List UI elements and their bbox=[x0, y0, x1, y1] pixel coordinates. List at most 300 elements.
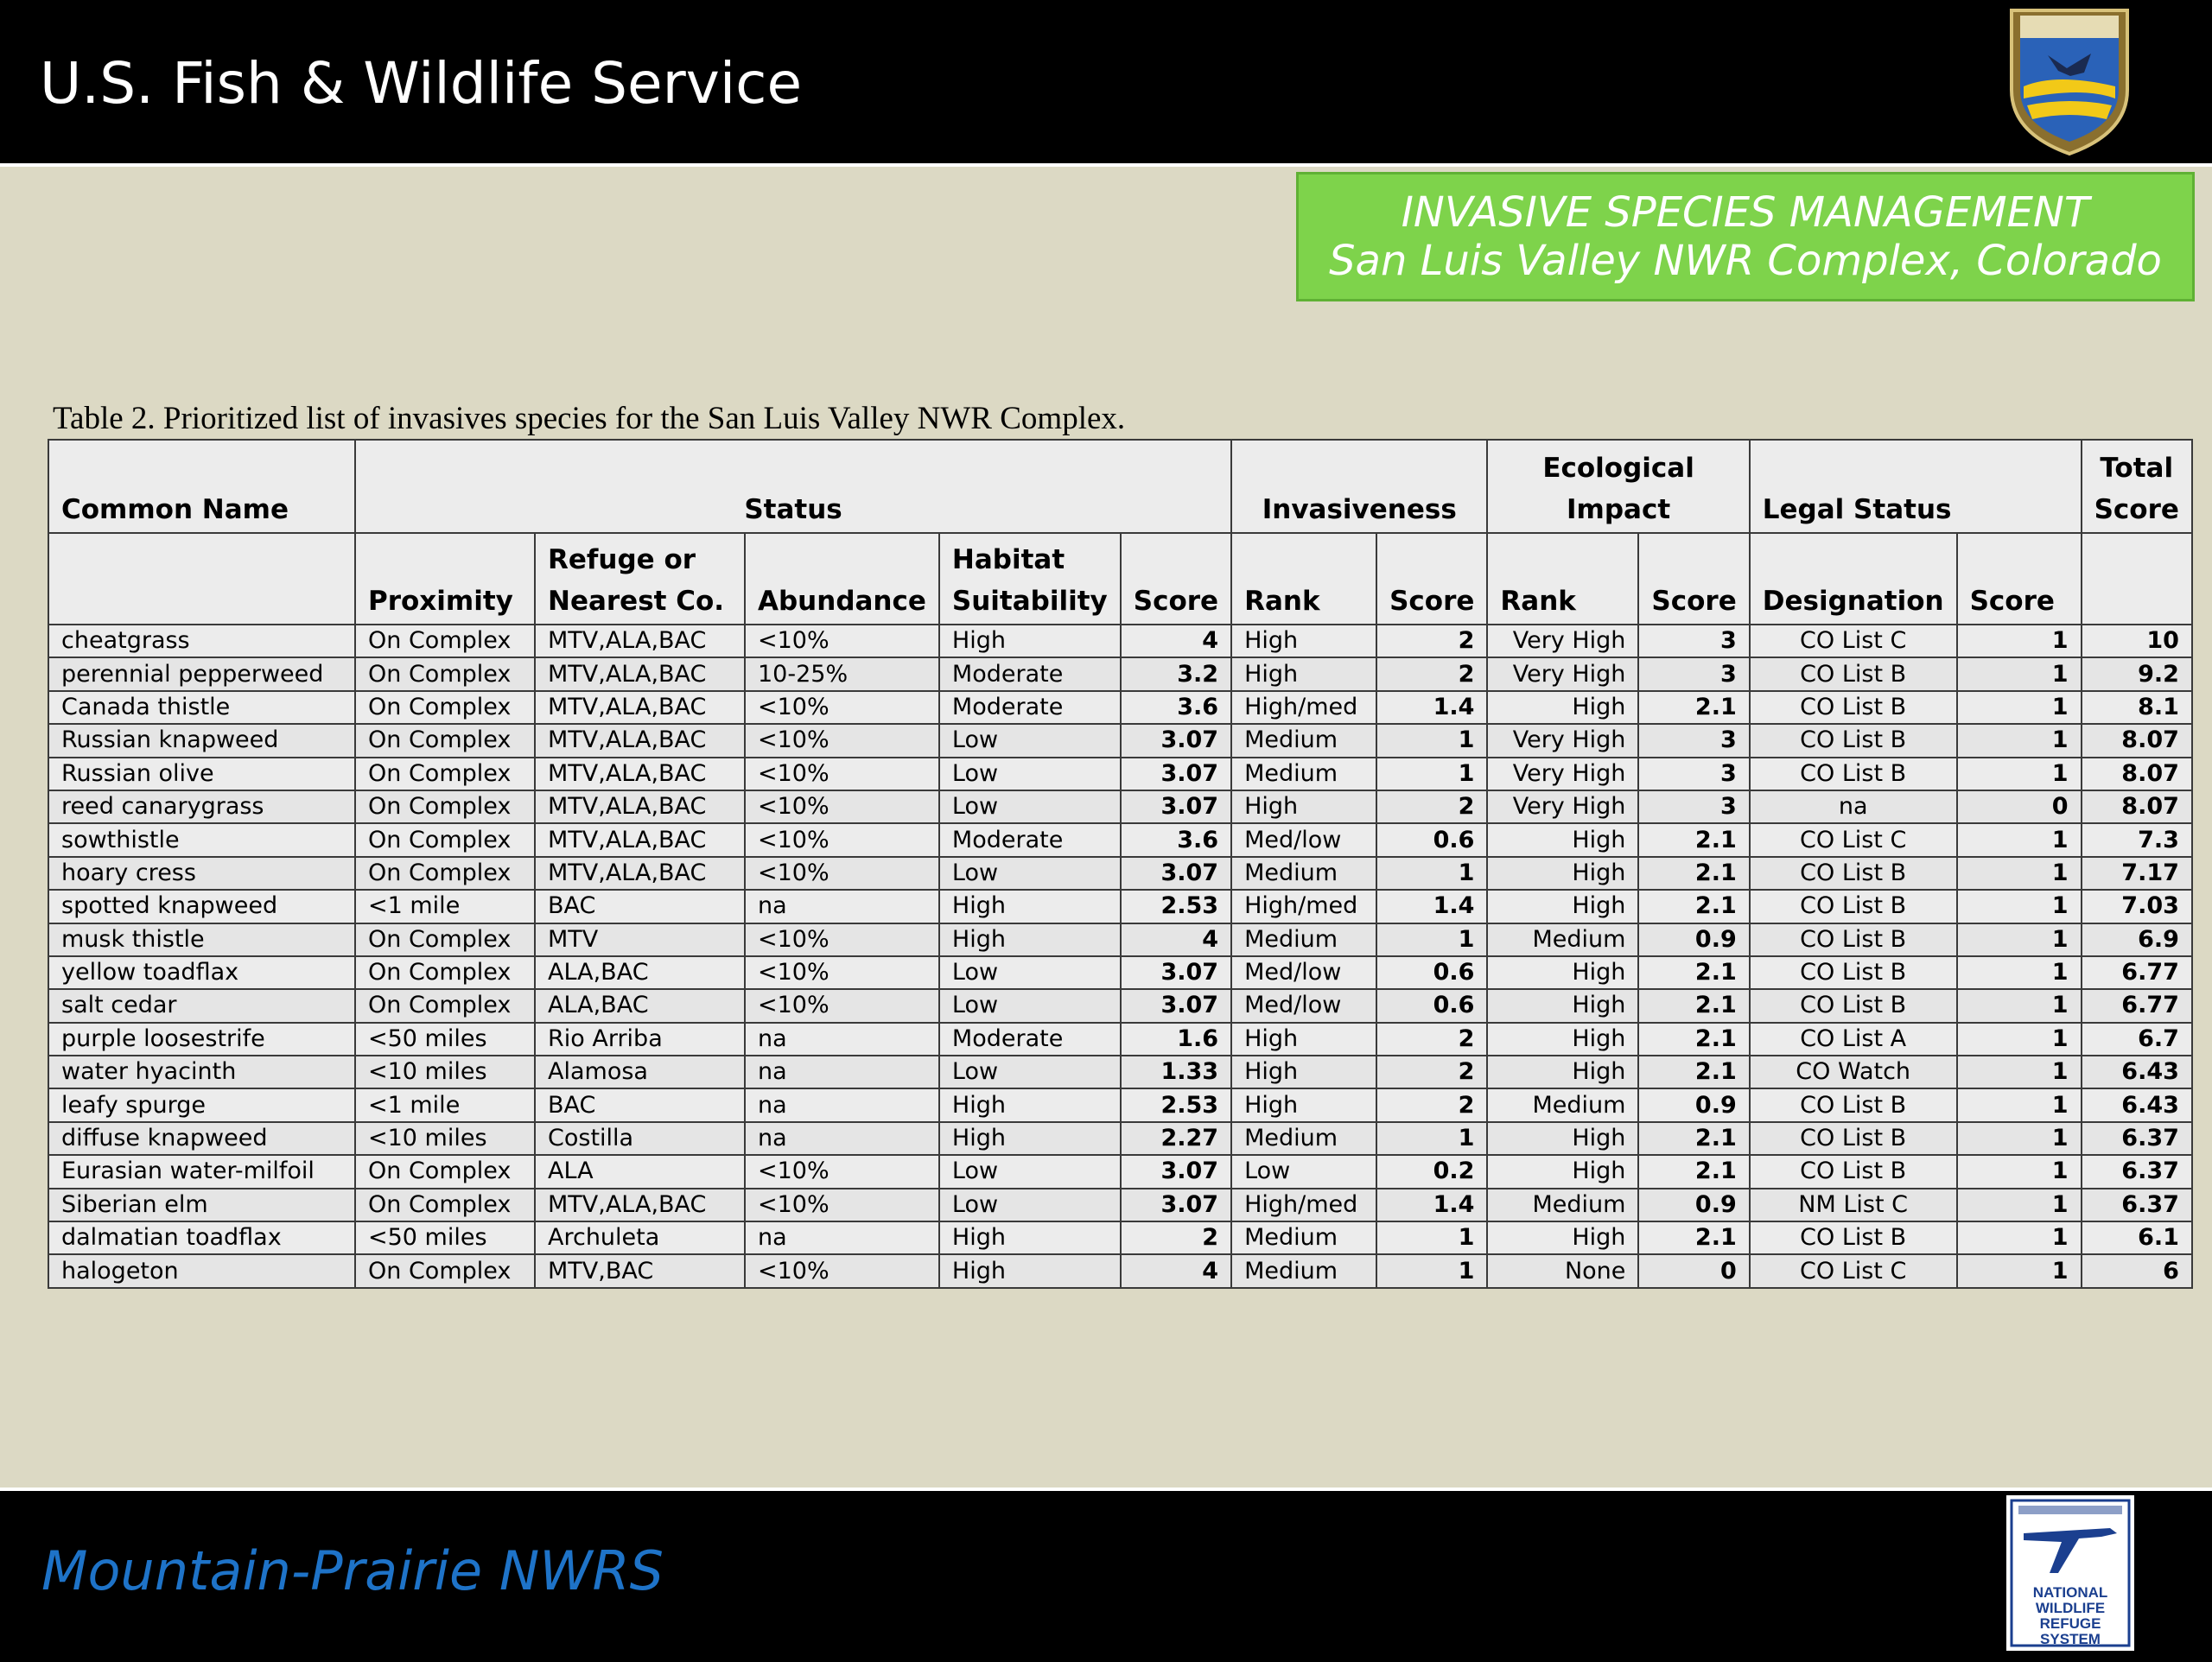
table-row bbox=[48, 823, 2192, 856]
eco-score-cell: 3 bbox=[1638, 625, 1749, 657]
designation-cell: CO List B bbox=[1750, 1088, 1957, 1121]
inv-rank-cell: Medium bbox=[1231, 857, 1376, 890]
proximity-cell: On Complex bbox=[355, 724, 535, 757]
proximity-cell: On Complex bbox=[355, 657, 535, 690]
legal-score-cell: 1 bbox=[1957, 758, 2082, 790]
refuge-cell: BAC bbox=[535, 1088, 745, 1121]
refuge-cell: MTV,ALA,BAC bbox=[535, 857, 745, 890]
abundance-cell: <10% bbox=[745, 1254, 939, 1287]
eco-score-cell: 0.9 bbox=[1638, 1189, 1749, 1221]
total-score-cell: 8.07 bbox=[2082, 790, 2192, 823]
table-row bbox=[48, 1088, 2192, 1121]
status-score-cell: 3.6 bbox=[1121, 691, 1231, 724]
common-name-cell: Russian olive bbox=[48, 758, 355, 790]
legal-score-cell: 1 bbox=[1957, 625, 2082, 657]
abundance-cell: na bbox=[745, 1122, 939, 1155]
common-name-cell: Russian knapweed bbox=[48, 724, 355, 757]
refuge-cell: MTV,ALA,BAC bbox=[535, 790, 745, 823]
common-name-cell: spotted knapweed bbox=[48, 890, 355, 923]
eco-score-cell: 0.9 bbox=[1638, 1088, 1749, 1121]
abundance-cell: <10% bbox=[745, 923, 939, 956]
designation-cell: CO List C bbox=[1750, 1254, 1957, 1287]
refuge-cell: ALA bbox=[535, 1155, 745, 1188]
refuge-cell: BAC bbox=[535, 890, 745, 923]
legal-score-cell: 1 bbox=[1957, 890, 2082, 923]
legal-score-cell: 1 bbox=[1957, 691, 2082, 724]
eco-rank-cell: High bbox=[1487, 1221, 1638, 1254]
abundance-cell: na bbox=[745, 1088, 939, 1121]
abundance-cell: <10% bbox=[745, 758, 939, 790]
status-score-cell: 3.07 bbox=[1121, 758, 1231, 790]
abundance-cell: <10% bbox=[745, 1155, 939, 1188]
abundance-cell: <10% bbox=[745, 790, 939, 823]
common-name-cell: salt cedar bbox=[48, 989, 355, 1022]
habitat-cell: Low bbox=[939, 989, 1121, 1022]
proximity-cell: On Complex bbox=[355, 956, 535, 989]
col-header-legal-score: Score bbox=[1957, 533, 2082, 625]
abundance-cell: <10% bbox=[745, 989, 939, 1022]
habitat-cell: Low bbox=[939, 1189, 1121, 1221]
total-score-cell: 6.77 bbox=[2082, 956, 2192, 989]
total-score-cell: 6.43 bbox=[2082, 1056, 2192, 1088]
refuge-line2: Nearest Co. bbox=[548, 586, 725, 617]
abundance-cell: na bbox=[745, 1221, 939, 1254]
table-row bbox=[48, 758, 2192, 790]
inv-score-cell: 2 bbox=[1376, 625, 1487, 657]
habitat-cell: Low bbox=[939, 724, 1121, 757]
col-header-common-name: Common Name bbox=[48, 440, 355, 533]
eco-score-cell: 0.9 bbox=[1638, 923, 1749, 956]
table-row bbox=[48, 1122, 2192, 1155]
eco-score-cell: 2.1 bbox=[1638, 1221, 1749, 1254]
designation-cell: NM List C bbox=[1750, 1189, 1957, 1221]
eco-score-cell: 3 bbox=[1638, 657, 1749, 690]
total-score-cell: 6.7 bbox=[2082, 1023, 2192, 1056]
refuge-cell: MTV,ALA,BAC bbox=[535, 657, 745, 690]
invasive-species-table bbox=[48, 439, 2193, 1289]
abundance-cell: <10% bbox=[745, 823, 939, 856]
eco-rank-cell: Medium bbox=[1487, 923, 1638, 956]
abundance-cell: <10% bbox=[745, 857, 939, 890]
total-score-cell: 6.43 bbox=[2082, 1088, 2192, 1121]
proximity-cell: On Complex bbox=[355, 625, 535, 657]
refuge-cell: MTV bbox=[535, 923, 745, 956]
legal-score-cell: 1 bbox=[1957, 823, 2082, 856]
common-name-cell: reed canarygrass bbox=[48, 790, 355, 823]
legal-score-cell: 1 bbox=[1957, 657, 2082, 690]
eco-rank-cell: High bbox=[1487, 857, 1638, 890]
table-column-header-row bbox=[48, 533, 2192, 625]
designation-cell: na bbox=[1750, 790, 1957, 823]
status-score-cell: 3.07 bbox=[1121, 790, 1231, 823]
inv-score-cell: 1 bbox=[1376, 857, 1487, 890]
inv-rank-cell: High bbox=[1231, 625, 1376, 657]
table-caption: Table 2. Prioritized list of invasives species for the San Luis Valley NWR Complex. bbox=[53, 401, 1126, 436]
table-row bbox=[48, 1254, 2192, 1287]
designation-cell: CO List B bbox=[1750, 989, 1957, 1022]
habitat-cell: Low bbox=[939, 956, 1121, 989]
total-score-cell: 6.77 bbox=[2082, 989, 2192, 1022]
inv-rank-cell: High/med bbox=[1231, 890, 1376, 923]
table-row bbox=[48, 1155, 2192, 1188]
group-header-invasiveness: Invasiveness bbox=[1231, 440, 1487, 533]
total-score-cell: 8.1 bbox=[2082, 691, 2192, 724]
designation-cell: CO List B bbox=[1750, 923, 1957, 956]
eco-score-cell: 3 bbox=[1638, 790, 1749, 823]
table-row bbox=[48, 1023, 2192, 1056]
inv-rank-cell: Medium bbox=[1231, 1254, 1376, 1287]
table-group-header-row bbox=[48, 440, 2192, 533]
refuge-cell: MTV,ALA,BAC bbox=[535, 823, 745, 856]
total-score-cell: 6.37 bbox=[2082, 1122, 2192, 1155]
status-score-cell: 2.53 bbox=[1121, 890, 1231, 923]
status-score-cell: 4 bbox=[1121, 625, 1231, 657]
proximity-cell: On Complex bbox=[355, 857, 535, 890]
inv-rank-cell: High bbox=[1231, 790, 1376, 823]
total-score-cell: 6.1 bbox=[2082, 1221, 2192, 1254]
svg-text:NATIONAL: NATIONAL bbox=[2032, 1584, 2108, 1601]
status-score-cell: 3.07 bbox=[1121, 724, 1231, 757]
common-name-cell: yellow toadflax bbox=[48, 956, 355, 989]
inv-rank-cell: Med/low bbox=[1231, 823, 1376, 856]
designation-cell: CO List B bbox=[1750, 724, 1957, 757]
inv-score-cell: 1 bbox=[1376, 724, 1487, 757]
inv-score-cell: 0.6 bbox=[1376, 956, 1487, 989]
inv-score-cell: 1 bbox=[1376, 1221, 1487, 1254]
table-row bbox=[48, 1221, 2192, 1254]
inv-rank-cell: High/med bbox=[1231, 691, 1376, 724]
proximity-cell: On Complex bbox=[355, 758, 535, 790]
refuge-cell: Alamosa bbox=[535, 1056, 745, 1088]
proximity-cell: <50 miles bbox=[355, 1221, 535, 1254]
legal-score-cell: 1 bbox=[1957, 1155, 2082, 1188]
habitat-line2: Suitability bbox=[951, 586, 1108, 617]
refuge-cell: ALA,BAC bbox=[535, 989, 745, 1022]
group-header-total-score bbox=[2082, 440, 2192, 533]
eco-rank-cell: None bbox=[1487, 1254, 1638, 1287]
svg-text:WILDLIFE: WILDLIFE bbox=[2035, 1600, 2106, 1616]
col-header-abundance: Abundance bbox=[745, 533, 939, 625]
inv-score-cell: 2 bbox=[1376, 1023, 1487, 1056]
header-bar bbox=[0, 0, 2212, 167]
proximity-cell: On Complex bbox=[355, 1189, 535, 1221]
eco-score-cell: 2.1 bbox=[1638, 956, 1749, 989]
inv-score-cell: 1.4 bbox=[1376, 691, 1487, 724]
eco-score-cell: 3 bbox=[1638, 724, 1749, 757]
col-header-blank bbox=[48, 533, 355, 625]
habitat-cell: Low bbox=[939, 1155, 1121, 1188]
eco-rank-cell: High bbox=[1487, 890, 1638, 923]
total-score-cell: 6.37 bbox=[2082, 1189, 2192, 1221]
habitat-cell: Moderate bbox=[939, 823, 1121, 856]
habitat-cell: Moderate bbox=[939, 691, 1121, 724]
table-row bbox=[48, 1056, 2192, 1088]
designation-cell: CO List B bbox=[1750, 1122, 1957, 1155]
col-header-inv-score: Score bbox=[1376, 533, 1487, 625]
habitat-cell: Low bbox=[939, 1056, 1121, 1088]
table-row bbox=[48, 1189, 2192, 1221]
eco-rank-cell: High bbox=[1487, 691, 1638, 724]
eco-rank-cell: Very High bbox=[1487, 790, 1638, 823]
status-score-cell: 3.07 bbox=[1121, 989, 1231, 1022]
designation-cell: CO List B bbox=[1750, 890, 1957, 923]
abundance-cell: 10-25% bbox=[745, 657, 939, 690]
table-row bbox=[48, 625, 2192, 657]
inv-rank-cell: Low bbox=[1231, 1155, 1376, 1188]
common-name-cell: musk thistle bbox=[48, 923, 355, 956]
inv-rank-cell: High bbox=[1231, 1023, 1376, 1056]
inv-score-cell: 2 bbox=[1376, 1088, 1487, 1121]
common-name-cell: leafy spurge bbox=[48, 1088, 355, 1121]
eco-score-cell: 2.1 bbox=[1638, 1155, 1749, 1188]
eco-rank-cell: Very High bbox=[1487, 724, 1638, 757]
eco-rank-cell: High bbox=[1487, 1122, 1638, 1155]
proximity-cell: <1 mile bbox=[355, 1088, 535, 1121]
common-name-cell: Canada thistle bbox=[48, 691, 355, 724]
habitat-cell: High bbox=[939, 1088, 1121, 1121]
ecological-impact-line1: Ecological bbox=[1542, 453, 1694, 484]
habitat-cell: Low bbox=[939, 857, 1121, 890]
proximity-cell: On Complex bbox=[355, 691, 535, 724]
legal-score-cell: 1 bbox=[1957, 1254, 2082, 1287]
eco-score-cell: 2.1 bbox=[1638, 823, 1749, 856]
habitat-cell: High bbox=[939, 1254, 1121, 1287]
legal-score-cell: 1 bbox=[1957, 1221, 2082, 1254]
proximity-cell: On Complex bbox=[355, 989, 535, 1022]
status-score-cell: 3.07 bbox=[1121, 956, 1231, 989]
designation-cell: CO List A bbox=[1750, 1023, 1957, 1056]
inv-rank-cell: High bbox=[1231, 1088, 1376, 1121]
abundance-cell: <10% bbox=[745, 1189, 939, 1221]
designation-cell: CO List B bbox=[1750, 1155, 1957, 1188]
inv-rank-cell: High/med bbox=[1231, 1189, 1376, 1221]
ecological-impact-line2: Impact bbox=[1567, 494, 1671, 525]
table-row bbox=[48, 657, 2192, 690]
refuge-cell: Costilla bbox=[535, 1122, 745, 1155]
refuge-cell: MTV,BAC bbox=[535, 1254, 745, 1287]
status-score-cell: 4 bbox=[1121, 1254, 1231, 1287]
habitat-cell: High bbox=[939, 923, 1121, 956]
total-score-cell: 6 bbox=[2082, 1254, 2192, 1287]
status-score-cell: 2.27 bbox=[1121, 1122, 1231, 1155]
table-row bbox=[48, 691, 2192, 724]
inv-rank-cell: Medium bbox=[1231, 758, 1376, 790]
designation-cell: CO List B bbox=[1750, 691, 1957, 724]
refuge-cell: MTV,ALA,BAC bbox=[535, 758, 745, 790]
abundance-cell: <10% bbox=[745, 724, 939, 757]
eco-score-cell: 2.1 bbox=[1638, 691, 1749, 724]
table-row bbox=[48, 989, 2192, 1022]
inv-score-cell: 0.6 bbox=[1376, 989, 1487, 1022]
blue-goose-logo-icon bbox=[2006, 1495, 2134, 1651]
table-row bbox=[48, 923, 2192, 956]
designation-cell: CO Watch bbox=[1750, 1056, 1957, 1088]
eco-rank-cell: High bbox=[1487, 1023, 1638, 1056]
legal-score-cell: 1 bbox=[1957, 956, 2082, 989]
inv-score-cell: 0.6 bbox=[1376, 823, 1487, 856]
status-score-cell: 3.07 bbox=[1121, 1155, 1231, 1188]
table-row bbox=[48, 956, 2192, 989]
eco-score-cell: 2.1 bbox=[1638, 1023, 1749, 1056]
abundance-cell: na bbox=[745, 890, 939, 923]
org-title: U.S. Fish & Wildlife Service bbox=[40, 50, 803, 117]
inv-score-cell: 1 bbox=[1376, 1122, 1487, 1155]
designation-cell: CO List C bbox=[1750, 625, 1957, 657]
col-header-eco-score: Score bbox=[1638, 533, 1749, 625]
eco-rank-cell: Medium bbox=[1487, 1088, 1638, 1121]
inv-rank-cell: Medium bbox=[1231, 724, 1376, 757]
common-name-cell: water hyacinth bbox=[48, 1056, 355, 1088]
common-name-cell: sowthistle bbox=[48, 823, 355, 856]
eco-score-cell: 2.1 bbox=[1638, 890, 1749, 923]
common-name-cell: purple loosestrife bbox=[48, 1023, 355, 1056]
eco-rank-cell: High bbox=[1487, 1155, 1638, 1188]
legal-score-cell: 1 bbox=[1957, 1122, 2082, 1155]
total-score-cell: 7.3 bbox=[2082, 823, 2192, 856]
designation-cell: CO List B bbox=[1750, 758, 1957, 790]
proximity-cell: <10 miles bbox=[355, 1122, 535, 1155]
refuge-line1: Refuge or bbox=[548, 544, 696, 575]
abundance-cell: <10% bbox=[745, 691, 939, 724]
eco-score-cell: 2.1 bbox=[1638, 1056, 1749, 1088]
designation-cell: CO List B bbox=[1750, 1221, 1957, 1254]
group-header-legal-status: Legal Status bbox=[1750, 440, 2082, 533]
common-name-cell: Siberian elm bbox=[48, 1189, 355, 1221]
status-score-cell: 3.07 bbox=[1121, 1189, 1231, 1221]
col-header-total-blank bbox=[2082, 533, 2192, 625]
status-score-cell: 4 bbox=[1121, 923, 1231, 956]
inv-rank-cell: Med/low bbox=[1231, 989, 1376, 1022]
eco-rank-cell: High bbox=[1487, 956, 1638, 989]
col-header-designation: Designation bbox=[1750, 533, 1957, 625]
habitat-cell: Moderate bbox=[939, 1023, 1121, 1056]
refuge-cell: MTV,ALA,BAC bbox=[535, 625, 745, 657]
total-score-cell: 8.07 bbox=[2082, 758, 2192, 790]
inv-score-cell: 1 bbox=[1376, 923, 1487, 956]
common-name-cell: dalmatian toadflax bbox=[48, 1221, 355, 1254]
col-header-proximity: Proximity bbox=[355, 533, 535, 625]
designation-cell: CO List B bbox=[1750, 657, 1957, 690]
common-name-cell: hoary cress bbox=[48, 857, 355, 890]
inv-rank-cell: Medium bbox=[1231, 1122, 1376, 1155]
eco-score-cell: 2.1 bbox=[1638, 857, 1749, 890]
legal-score-cell: 1 bbox=[1957, 1088, 2082, 1121]
proximity-cell: <10 miles bbox=[355, 1056, 535, 1088]
table-row bbox=[48, 790, 2192, 823]
designation-cell: CO List B bbox=[1750, 857, 1957, 890]
status-score-cell: 1.33 bbox=[1121, 1056, 1231, 1088]
common-name-cell: diffuse knapweed bbox=[48, 1122, 355, 1155]
eco-rank-cell: High bbox=[1487, 989, 1638, 1022]
total-score-cell: 9.2 bbox=[2082, 657, 2192, 690]
habitat-cell: High bbox=[939, 1221, 1121, 1254]
legal-score-cell: 1 bbox=[1957, 1189, 2082, 1221]
group-header-status: Status bbox=[355, 440, 1231, 533]
eco-rank-cell: Very High bbox=[1487, 657, 1638, 690]
habitat-cell: Moderate bbox=[939, 657, 1121, 690]
habitat-line1: Habitat bbox=[951, 544, 1065, 575]
habitat-cell: High bbox=[939, 625, 1121, 657]
table-row bbox=[48, 890, 2192, 923]
total-score-cell: 6.37 bbox=[2082, 1155, 2192, 1188]
common-name-cell: Eurasian water-milfoil bbox=[48, 1155, 355, 1188]
table-body bbox=[48, 625, 2192, 1288]
col-header-eco-rank: Rank bbox=[1487, 533, 1638, 625]
total-score-line1: Total bbox=[2100, 453, 2174, 484]
inv-rank-cell: High bbox=[1231, 657, 1376, 690]
total-score-cell: 8.07 bbox=[2082, 724, 2192, 757]
habitat-cell: High bbox=[939, 890, 1121, 923]
designation-cell: CO List C bbox=[1750, 823, 1957, 856]
status-score-cell: 1.6 bbox=[1121, 1023, 1231, 1056]
proximity-cell: On Complex bbox=[355, 1254, 535, 1287]
proximity-cell: On Complex bbox=[355, 823, 535, 856]
eco-rank-cell: High bbox=[1487, 823, 1638, 856]
habitat-cell: Low bbox=[939, 758, 1121, 790]
eco-score-cell: 2.1 bbox=[1638, 989, 1749, 1022]
refuge-cell: MTV,ALA,BAC bbox=[535, 691, 745, 724]
status-score-cell: 2 bbox=[1121, 1221, 1231, 1254]
fws-shield-logo-icon bbox=[2005, 3, 2134, 157]
legal-score-cell: 1 bbox=[1957, 1056, 2082, 1088]
total-score-line2: Score bbox=[2094, 494, 2179, 525]
proximity-cell: <50 miles bbox=[355, 1023, 535, 1056]
inv-score-cell: 2 bbox=[1376, 790, 1487, 823]
refuge-cell: MTV,ALA,BAC bbox=[535, 1189, 745, 1221]
status-score-cell: 3.2 bbox=[1121, 657, 1231, 690]
status-score-cell: 2.53 bbox=[1121, 1088, 1231, 1121]
col-header-refuge bbox=[535, 533, 745, 625]
proximity-cell: On Complex bbox=[355, 790, 535, 823]
banner-subtitle: San Luis Valley NWR Complex, Colorado bbox=[1329, 237, 2162, 285]
title-banner bbox=[1296, 172, 2195, 301]
total-score-cell: 7.03 bbox=[2082, 890, 2192, 923]
designation-cell: CO List B bbox=[1750, 956, 1957, 989]
abundance-cell: <10% bbox=[745, 956, 939, 989]
eco-score-cell: 0 bbox=[1638, 1254, 1749, 1287]
legal-score-cell: 1 bbox=[1957, 923, 2082, 956]
legal-score-cell: 1 bbox=[1957, 1023, 2082, 1056]
total-score-cell: 6.9 bbox=[2082, 923, 2192, 956]
common-name-cell: perennial pepperweed bbox=[48, 657, 355, 690]
inv-score-cell: 1.4 bbox=[1376, 1189, 1487, 1221]
legal-score-cell: 1 bbox=[1957, 857, 2082, 890]
col-header-status-score: Score bbox=[1121, 533, 1231, 625]
inv-score-cell: 2 bbox=[1376, 1056, 1487, 1088]
total-score-cell: 10 bbox=[2082, 625, 2192, 657]
abundance-cell: na bbox=[745, 1056, 939, 1088]
refuge-cell: ALA,BAC bbox=[535, 956, 745, 989]
inv-rank-cell: Medium bbox=[1231, 1221, 1376, 1254]
inv-score-cell: 1.4 bbox=[1376, 890, 1487, 923]
col-header-inv-rank: Rank bbox=[1231, 533, 1376, 625]
table-row bbox=[48, 857, 2192, 890]
inv-rank-cell: High bbox=[1231, 1056, 1376, 1088]
eco-rank-cell: Medium bbox=[1487, 1189, 1638, 1221]
legal-score-cell: 0 bbox=[1957, 790, 2082, 823]
eco-score-cell: 3 bbox=[1638, 758, 1749, 790]
legal-score-cell: 1 bbox=[1957, 724, 2082, 757]
common-name-cell: halogeton bbox=[48, 1254, 355, 1287]
common-name-cell: cheatgrass bbox=[48, 625, 355, 657]
inv-score-cell: 1 bbox=[1376, 1254, 1487, 1287]
eco-rank-cell: High bbox=[1487, 1056, 1638, 1088]
svg-text:SYSTEM: SYSTEM bbox=[2040, 1631, 2101, 1647]
habitat-cell: Low bbox=[939, 790, 1121, 823]
status-score-cell: 3.6 bbox=[1121, 823, 1231, 856]
habitat-cell: High bbox=[939, 1122, 1121, 1155]
refuge-cell: Rio Arriba bbox=[535, 1023, 745, 1056]
